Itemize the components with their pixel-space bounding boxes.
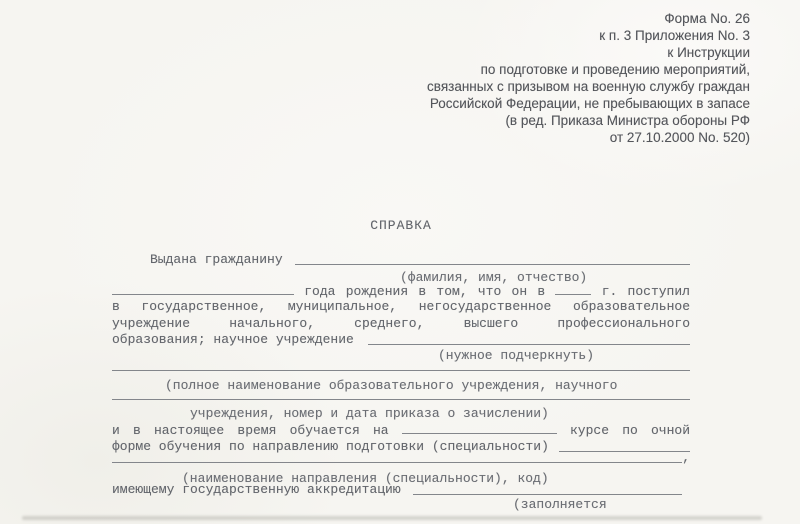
institution-name-blank-line — [112, 370, 690, 371]
admission-text: г. поступил — [601, 284, 690, 299]
accreditation-blank-field — [413, 482, 682, 495]
field-row-scientific-institution — [112, 332, 690, 348]
caption-filled-in: (заполняется — [513, 497, 607, 512]
field-row-current-course — [112, 422, 690, 438]
enrollment-order-blank-line — [112, 399, 690, 400]
caption-enrollment-order: учреждения, номер и дата приказа о зачислении) — [190, 406, 549, 421]
form-header-line: к п. 3 Приложения No. 3 — [599, 28, 750, 43]
birth-year-text: года рождения в том, что он в — [304, 284, 546, 299]
form-header-line: от 27.10.2000 No. 520) — [609, 130, 750, 145]
text-line-institution-type: в государственное, муниципальное, негосударственное образовательное — [112, 299, 690, 314]
accreditation-label: имеющему государственную аккредитацию — [112, 482, 401, 497]
issued-to-label: Выдана гражданину — [150, 252, 283, 267]
scientific-institution-label: образования; научное учреждение — [112, 332, 354, 347]
trailing-comma: , — [682, 450, 690, 465]
field-row-specialty-continued — [112, 450, 690, 466]
form-header-line: к Инструкции — [667, 45, 750, 60]
form-header-line: (в ред. Приказа Министра обороны РФ — [505, 113, 750, 128]
caption-underline-applicable: (нужное подчеркнуть) — [438, 348, 595, 363]
admission-year-blank-field — [555, 283, 591, 295]
document-title: СПРАВКА — [370, 218, 432, 233]
caption-specialty-code: (наименование направления (специальности), код) — [182, 471, 549, 486]
form-header-line: связанных с призывом на военную службу граждан — [427, 79, 750, 94]
course-number-blank-field — [402, 422, 557, 434]
field-row-birth-year — [112, 283, 690, 299]
specialty-name-blank-field — [112, 450, 682, 463]
full-time-text: курсе по очной — [570, 423, 690, 438]
specialty-label: форме обучения по направлению подготовки (специальности) — [112, 439, 549, 454]
document-body — [112, 0, 690, 524]
field-row-accreditation — [112, 482, 690, 498]
form-header-line: Форма No. 26 — [664, 11, 750, 26]
caption-institution-name: (полное наименование образовательного учреждения, научного — [165, 378, 618, 393]
issued-to-blank-field — [295, 252, 690, 265]
text-line-education-level: учреждение начального, среднего, высшего профессионального — [112, 316, 690, 331]
form-header-line: Российской Федерации, не пребывающих в запасе — [429, 96, 750, 111]
field-row-issued-to — [112, 252, 690, 268]
birth-year-blank-field — [112, 283, 294, 295]
scan-edge-shadow — [22, 516, 762, 520]
caption-full-name-person: (фамилия, имя, отчество) — [400, 270, 588, 285]
scientific-institution-blank-field — [368, 332, 690, 345]
current-course-text: и в настоящее время обучается на — [112, 423, 389, 438]
form-header-line: по подготовке и проведению мероприятий, — [480, 62, 750, 77]
